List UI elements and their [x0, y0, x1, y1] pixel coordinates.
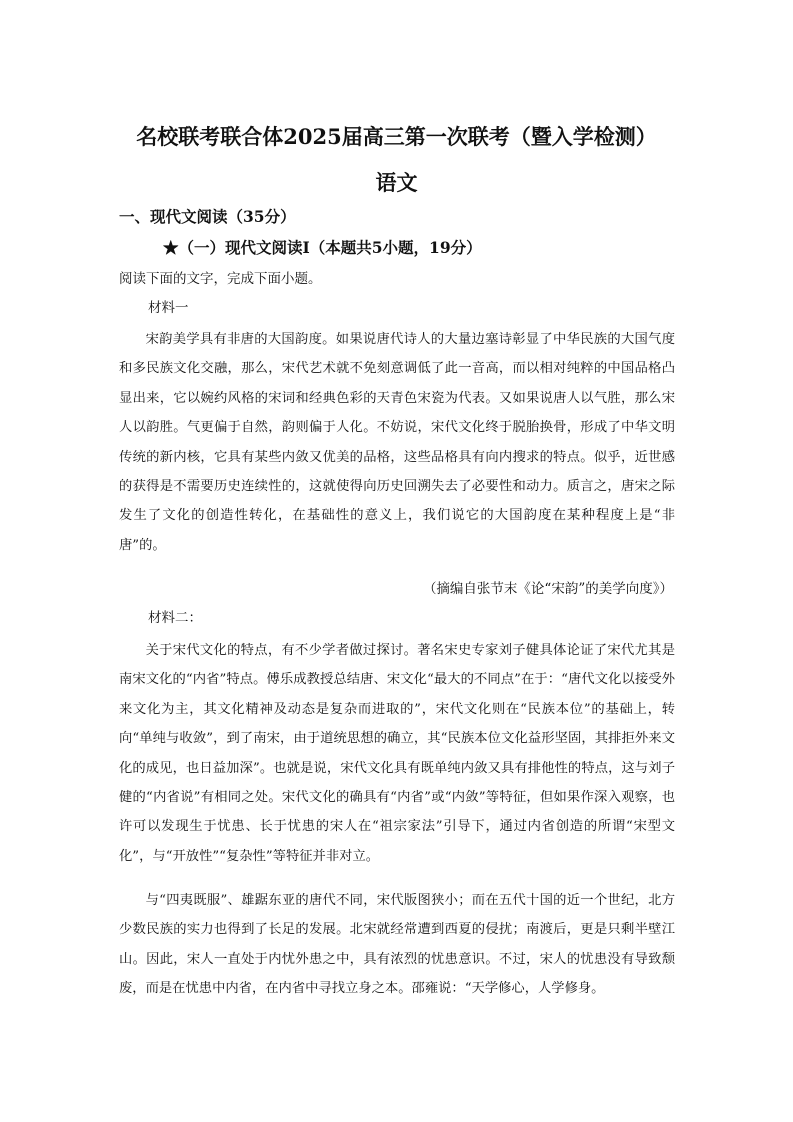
material-two-paragraph-1: 关于宋代文化的特点，有不少学者做过探讨。著名宋史专家刘子健具体论证了宋代尤其是南宋文化的“内省”特点。傅乐成教授总结唐、宋文化“最大的不同点”在于：“唐代文化以接受外来文化为主，其文化精神及动态是复杂而进取的”，宋代文化则在“民族本位”的基础上，转向“单纯与收敛”，到了南宋，由于道统思想的确立，其“民族本位文化益形坚固，其排拒外来文化的成见，也日益加深”。也就是说，宋代文化具有既单纯内敛又具有排他性的特点，这与刘子健的“内省说”有相同之处。宋代文化的确具有“内省”或“内敛”等特征，但如果作深入观察，也许可以发现生于忧患、长于忧患的宋人在“祖宗家法”引导下，通过内省创造的所谓“宋型文化”，与“开放性”“复杂性”等特征并非对立。	[119, 643, 675, 864]
material-one-label: 材料一	[148, 300, 189, 316]
subsection-heading: ★（一）现代文阅读Ⅰ（本题共5小题，19分）	[163, 238, 482, 257]
material-one-source: （摘编自张节末《论“宋韵”的美学向度》）	[422, 581, 673, 597]
section-heading: 一、现代文阅读（35分）	[119, 207, 296, 226]
subject-title: 语文	[375, 170, 418, 195]
material-two-label: 材料二：	[148, 610, 202, 626]
exam-title: 名校联考联合体2025届高三第一次联考（暨入学检测）	[136, 124, 657, 149]
material-one-paragraph: 宋韵美学具有非唐的大国韵度。如果说唐代诗人的大量边塞诗彰显了中华民族的大国气度和多民族文化交融，那么，宋代艺术就不免刻意调低了此一音高，而以相对纯粹的中国品格凸显出来，它以婉约风格的宋词和经典色彩的天青色宋瓷为代表。又如果说唐人以气胜，那么宋人以韵胜。气更偏于自然，韵则偏于人化。不妨说，宋代文化终于脱胎换骨，形成了中华文明传统的新内核，它具有某些内敛又优美的品格，这些品格具有向内搜求的特点。似乎，近世感的获得是不需要历史连续性的，这就使得向历史回溯失去了必要性和动力。质言之，唐宋之际发生了文化的创造性转化，在基础性的意义上，我们说它的大国韵度在某种程度上是“非唐”的。	[119, 332, 675, 553]
reading-instruction: 阅读下面的文字，完成下面小题。	[119, 271, 322, 287]
material-two-paragraph-2: 与“四夷既服”、雄踞东亚的唐代不同，宋代版图狭小；而在五代十国的近一个世纪，北方少数民族的实力也得到了长足的发展。北宋就经常遭到西夏的侵扰；南渡后，更是只剩半壁江山。因此，宋人一直处于内忧外患之中，具有浓烈的忧患意识。不过，宋人的忧患没有导致颓废，而是在忧患中内省，在内省中寻找立身之本。邵雍说：“天学修心，人学修身。	[119, 893, 675, 997]
